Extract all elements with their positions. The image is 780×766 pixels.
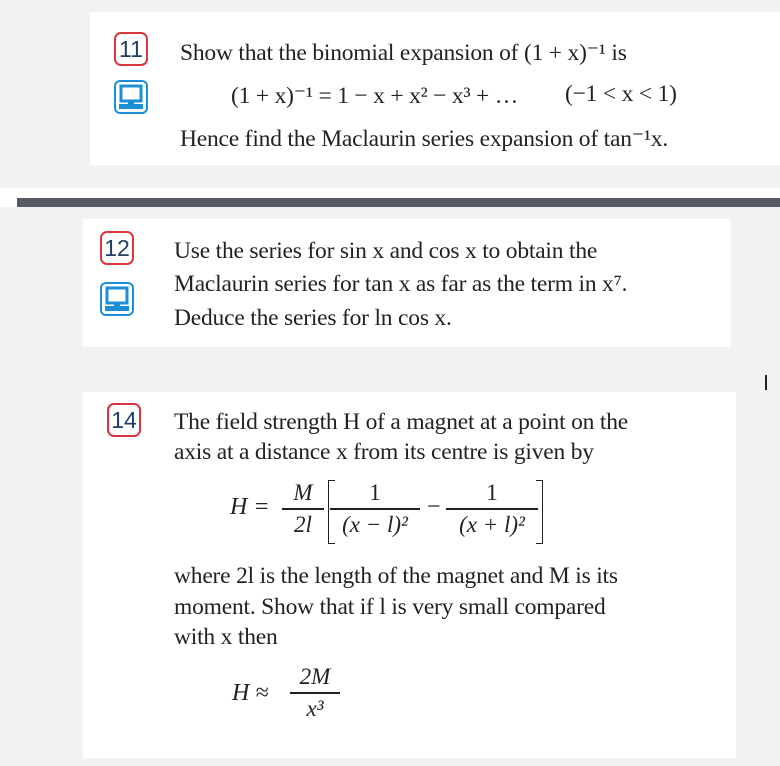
approx-denominator: x³ xyxy=(306,695,324,721)
fraction-bar xyxy=(290,692,340,694)
formula-lhs: H = xyxy=(230,494,270,520)
fraction-2-numerator: 1 xyxy=(486,480,498,505)
fraction-2M-over-x-cubed xyxy=(290,664,340,722)
question-11-equation xyxy=(231,81,518,110)
minus-sign: − xyxy=(427,494,441,520)
question-number-14: 14 xyxy=(107,403,141,437)
approx-numerator: 2M xyxy=(299,664,331,689)
question-11-conclusion xyxy=(180,124,668,153)
fraction-1-over-x-minus-l-squared xyxy=(330,480,420,538)
fraction-bar xyxy=(446,508,538,510)
expansion-validity-condition: (−1 < x < 1) xyxy=(565,81,677,107)
fraction-2-denominator: (x + l)² xyxy=(459,511,525,537)
fraction-bar xyxy=(282,508,324,510)
question-14-line-1: The field strength H of a magnet at a point on the xyxy=(174,409,628,435)
question-12-line-2: Maclaurin series for tan x as far as the term in x⁷. xyxy=(174,271,628,297)
right-bracket xyxy=(536,480,543,544)
question-12-line-3: Deduce the series for ln cos x. xyxy=(174,305,452,331)
binomial-expansion-equation: (1 + x)⁻¹ = 1 − x + x² − x³ + … xyxy=(231,83,519,109)
fraction-1-denominator: (x − l)² xyxy=(342,511,408,537)
fraction-1-over-x-plus-l-squared xyxy=(446,480,538,538)
question-11-intro-text: Show that the binomial expansion of (1 + x)⁻¹ is xyxy=(180,40,627,66)
edge-mark xyxy=(765,375,767,390)
question-14-line-5: with x then xyxy=(174,624,278,650)
question-14-line-4: moment. Show that if l is very small compared xyxy=(174,594,606,620)
fraction-M-denominator: 2l xyxy=(294,511,312,537)
fraction-1-numerator: 1 xyxy=(369,480,381,505)
fraction-M-over-2l xyxy=(282,480,324,538)
question-11-conclusion-text: Hence find the Maclaurin series expansion of tan⁻¹x. xyxy=(180,126,669,152)
approx-lhs: H ≈ xyxy=(232,680,269,706)
question-11-condition xyxy=(565,81,677,108)
question-number-11: 11 xyxy=(114,32,148,66)
question-12-line-1: Use the series for sin x and cos x to obtain the xyxy=(174,238,598,264)
fraction-bar xyxy=(330,508,420,510)
question-number-12: 12 xyxy=(100,231,134,265)
computer-icon[interactable] xyxy=(114,80,148,114)
fraction-M-numerator: M xyxy=(293,480,313,505)
section-divider xyxy=(17,198,780,207)
question-14-line-2: axis at a distance x from its centre is given by xyxy=(174,439,594,465)
computer-icon[interactable] xyxy=(100,282,134,316)
question-11-intro xyxy=(180,38,627,67)
question-14-line-3: where 2l is the length of the magnet and M is its xyxy=(174,563,618,589)
